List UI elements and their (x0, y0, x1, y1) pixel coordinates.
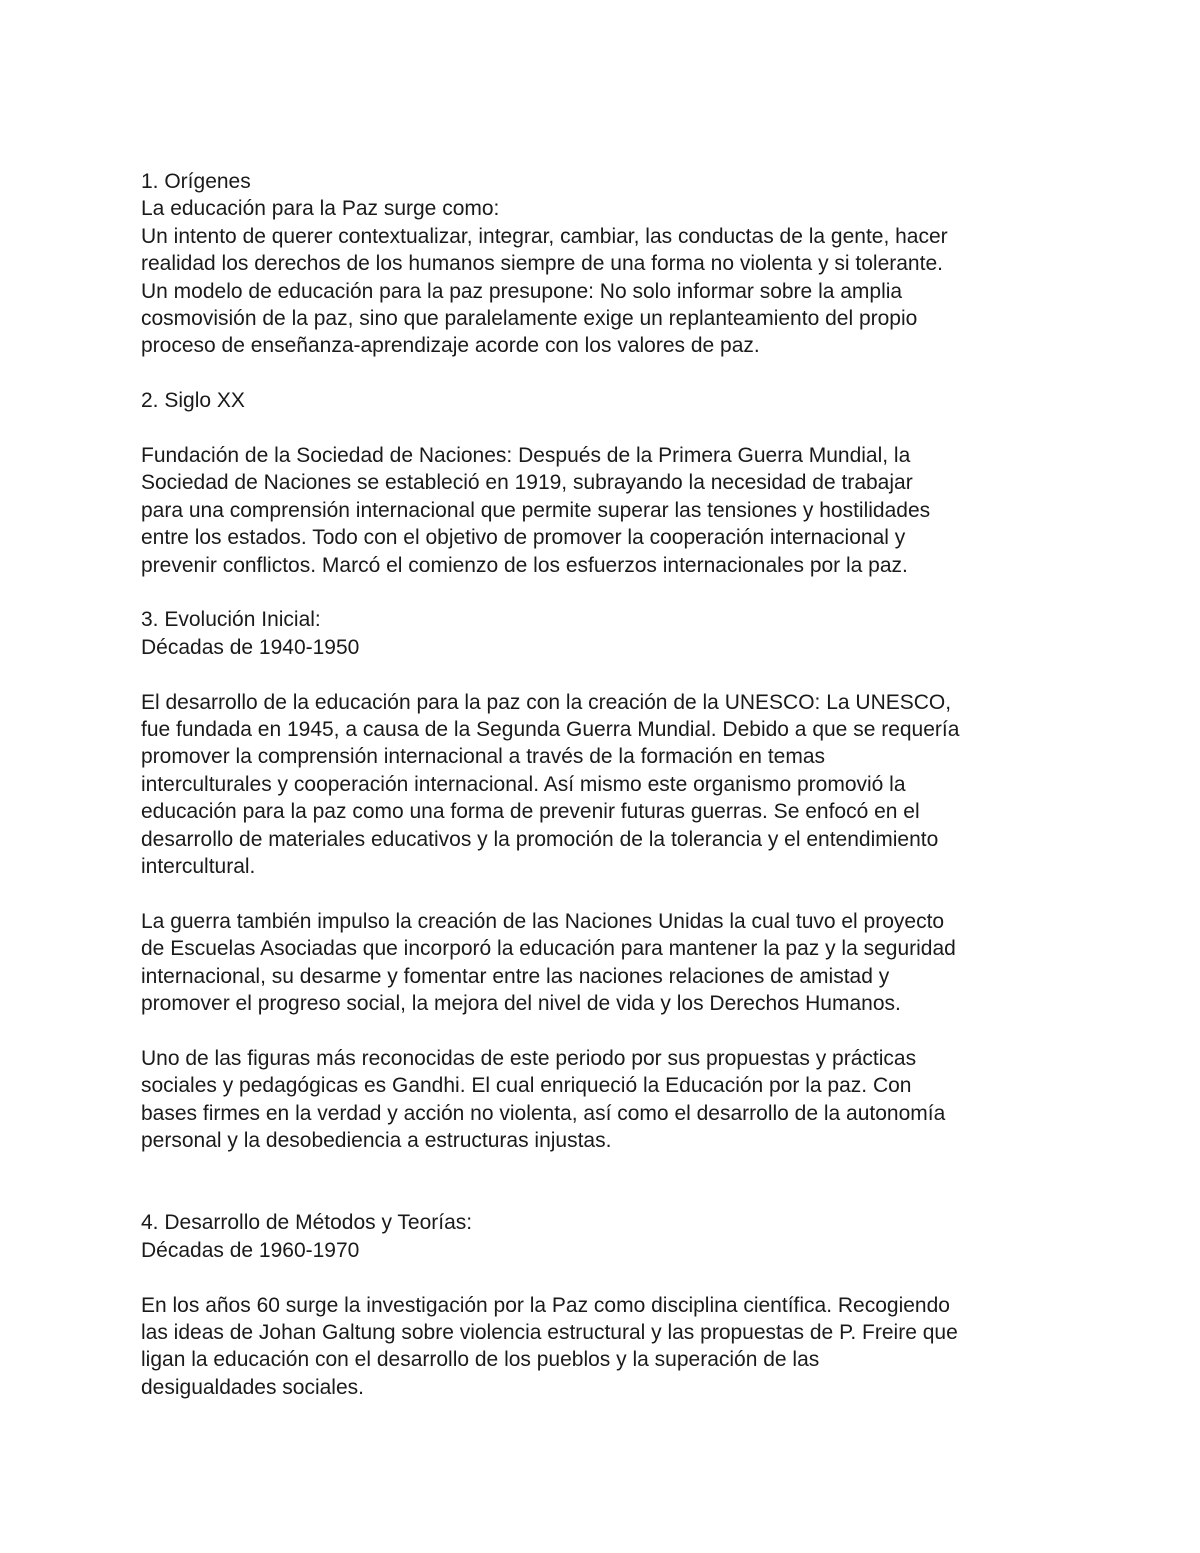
text-line: Un modelo de educación para la paz presupone: No solo informar sobre la amplia (141, 279, 903, 303)
text-line: desigualdades sociales. (141, 1375, 364, 1399)
blank-line (141, 1264, 1081, 1291)
text-line: bases firmes en la verdad y acción no violenta, así como el desarrollo de la autonomía (141, 1101, 946, 1125)
text-line: promover la comprensión internacional a través de la formación en temas (141, 745, 826, 769)
text-line: fue fundada en 1945, a causa de la Segunda Guerra Mundial. Debido a que se requería (141, 718, 960, 742)
blank-line (141, 415, 1081, 442)
text-line: Uno de las figuras más reconocidas de este periodo por sus propuestas y prácticas (141, 1046, 917, 1070)
text-line: El desarrollo de la educación para la paz con la creación de la UNESCO: La UNESCO, (141, 690, 952, 714)
text-line: La guerra también impulso la creación de las Naciones Unidas la cual tuvo el proyecto (141, 909, 945, 933)
section-siglo-xx (141, 387, 1081, 579)
paragraph (141, 908, 1081, 1018)
section-desarrollo-metodos (141, 1209, 1081, 1401)
text-line: las ideas de Johan Galtung sobre violencia estructural y las propuestas de P. Freire que (141, 1320, 958, 1344)
section-heading: 2. Siglo XX (141, 389, 245, 413)
blank-line (141, 579, 1081, 606)
text-line: entre los estados. Todo con el objetivo de promover la cooperación internacional y (141, 526, 906, 550)
paragraph (141, 1045, 1081, 1155)
document-page (141, 168, 1081, 1401)
text-line: realidad los derechos de los humanos siempre de una forma no violenta y si tolerante. (141, 252, 943, 276)
section-evolucion-inicial (141, 606, 1081, 1154)
section-heading: 4. Desarrollo de Métodos y Teorías: (141, 1211, 473, 1235)
blank-line (141, 1018, 1081, 1045)
section-subheading: Décadas de 1960-1970 (141, 1238, 360, 1262)
text-line: Fundación de la Sociedad de Naciones: Después de la Primera Guerra Mundial, la (141, 444, 911, 468)
text-line: En los años 60 surge la investigación por la Paz como disciplina científica. Recogiendo (141, 1293, 950, 1317)
text-line: de Escuelas Asociadas que incorporó la educación para mantener la paz y la seguridad (141, 937, 956, 961)
text-line: ligan la educación con el desarrollo de los pueblos y la superación de las (141, 1348, 820, 1372)
section-origenes (141, 168, 1081, 360)
text-line: La educación para la Paz surge como: (141, 197, 500, 221)
text-line: prevenir conflictos. Marcó el comienzo de los esfuerzos internacionales por la paz. (141, 553, 908, 577)
text-line: Un intento de querer contextualizar, integrar, cambiar, las conductas de la gente, hacer (141, 224, 948, 248)
paragraph (141, 442, 1081, 579)
section-subheading: Décadas de 1940-1950 (141, 635, 360, 659)
text-line: internacional, su desarme y fomentar entre las naciones relaciones de amistad y (141, 964, 890, 988)
text-line: interculturales y cooperación internacional. Así mismo este organismo promovió la (141, 772, 906, 796)
blank-line (141, 881, 1081, 908)
text-line: promover el progreso social, la mejora del nivel de vida y los Derechos Humanos. (141, 992, 901, 1016)
text-line: personal y la desobediencia a estructuras injustas. (141, 1129, 612, 1153)
text-line: proceso de enseñanza-aprendizaje acorde con los valores de paz. (141, 334, 760, 358)
text-line: desarrollo de materiales educativos y la promoción de la tolerancia y el entendimiento (141, 827, 939, 851)
text-line: para una comprensión internacional que permite superar las tensiones y hostilidades (141, 498, 931, 522)
section-heading: 1. Orígenes (141, 170, 251, 193)
blank-line (141, 360, 1081, 387)
blank-line (141, 661, 1081, 688)
paragraph (141, 689, 1081, 881)
text-line: intercultural. (141, 855, 256, 879)
paragraph (141, 1292, 1081, 1402)
text-line: Sociedad de Naciones se estableció en 1919, subrayando la necesidad de trabajar (141, 471, 913, 495)
blank-lines (141, 1155, 1081, 1210)
text-line: educación para la paz como una forma de prevenir futuras guerras. Se enfocó en el (141, 800, 920, 824)
text-line: sociales y pedagógicas es Gandhi. El cual enriqueció la Educación por la paz. Con (141, 1074, 912, 1098)
text-line: cosmovisión de la paz, sino que paralelamente exige un replanteamiento del propio (141, 307, 918, 331)
section-heading: 3. Evolución Inicial: (141, 608, 321, 632)
